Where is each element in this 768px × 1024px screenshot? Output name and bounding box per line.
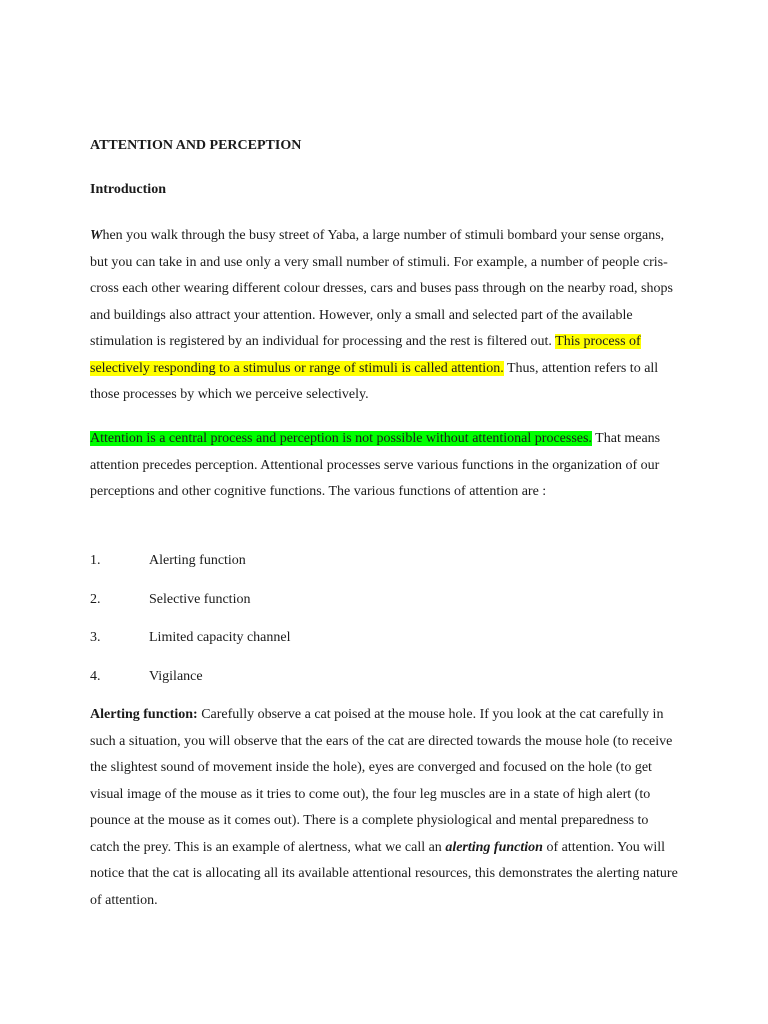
paragraph-text: hen you walk through the busy street of Yaba, a large number of stimuli bombard your sense organs, but you can take in and use only a very small number of stimuli. For example, a number of people cris-cross each other wearing different colour dresses, cars and buses pass through on the nearby road, shops and buildings also attract your attention. However, only a small and selected part of the available stimulation is registered by an individual for processing and the rest is filtered out. bbox=[90, 228, 673, 349]
list-number: 2. bbox=[90, 592, 101, 607]
list-number: 1. bbox=[90, 553, 101, 568]
list-label: Selective function bbox=[149, 592, 251, 607]
paragraph-introduction bbox=[90, 223, 680, 409]
paragraph-text: of attention. You will notice that the cat is allocating all its available attentional resources, this demonstrates the alerting nature of attention. bbox=[90, 839, 678, 908]
list-label: Vigilance bbox=[149, 669, 203, 684]
document-title: ATTENTION AND PERCEPTION bbox=[90, 138, 302, 153]
drop-letter: W bbox=[90, 228, 103, 243]
paragraph-attention-central bbox=[90, 426, 680, 506]
emphasized-term: alerting function bbox=[445, 839, 543, 855]
paragraph-lead: Alerting function: bbox=[90, 707, 198, 722]
paragraph-text: That means attention precedes perception. Attentional processes serve various functions in the organization of our perceptions and other cognitive functions. The various functions of attention are : bbox=[90, 431, 661, 499]
paragraph-alerting-function bbox=[90, 702, 680, 914]
section-heading-introduction: Introduction bbox=[90, 182, 166, 197]
list-number: 3. bbox=[90, 630, 101, 645]
list-number: 4. bbox=[90, 669, 101, 684]
highlighted-definition: This process of selectively responding to a stimulus or range of stimuli is called attention. bbox=[90, 334, 641, 376]
list-label: Limited capacity channel bbox=[149, 630, 291, 645]
paragraph-text: Carefully observe a cat poised at the mouse hole. If you look at the cat carefully in such a situation, you will observe that the ears of the cat are directed towards the mouse hole (to receive the slightest sound of movement inside the hole), eyes are converged and focused on the hole (to get visual image of the mouse as it tries to come out), the four leg muscles are in a state of high alert (to pounce at the mouse as it comes out). There is a complete physiological and mental preparedness to catch the prey. This is an example of alertness, what we call an bbox=[90, 707, 673, 855]
paragraph-text: Thus, attention refers to all those processes by which we perceive selectively. bbox=[90, 360, 659, 402]
highlighted-statement: Attention is a central process and perception is not possible without attentional processes. bbox=[90, 431, 592, 446]
list-label: Alerting function bbox=[149, 553, 246, 568]
